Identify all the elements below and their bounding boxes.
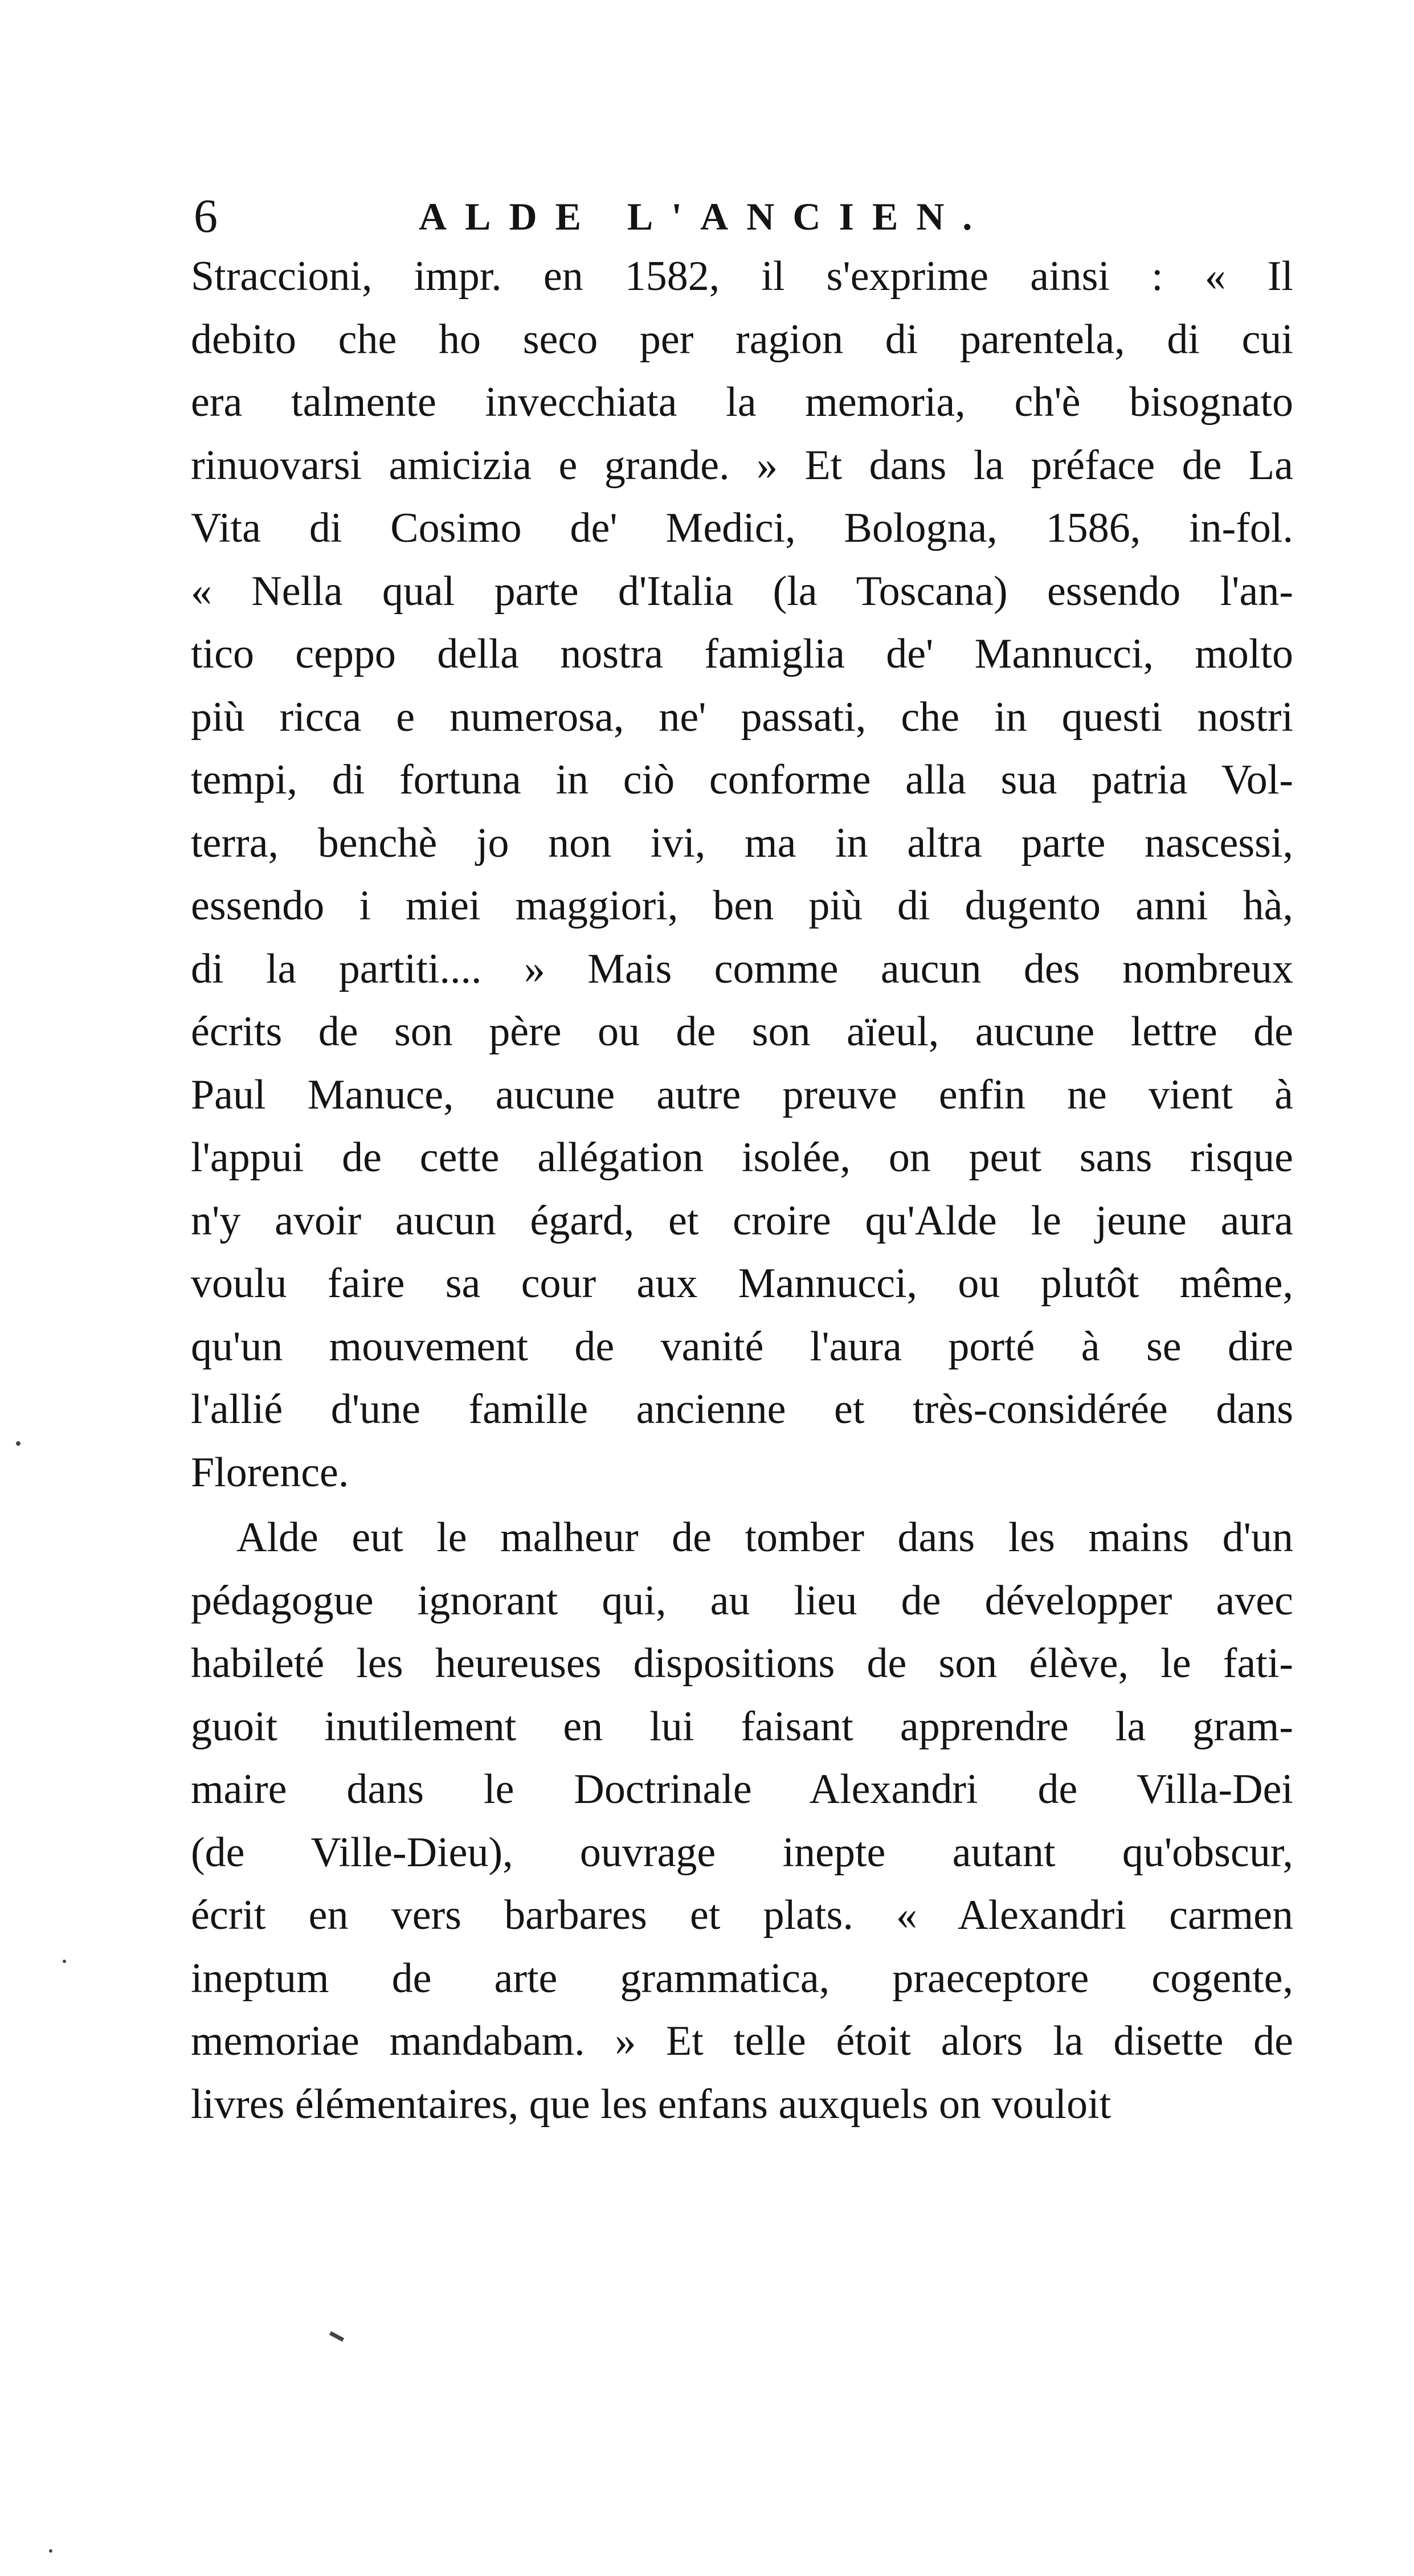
text-line: Straccioni, impr. en 1582, il s'exprime ainsi : « Il [191,253,1293,300]
text-line: livres élémentaires, que les enfans auxquels on vouloit [191,2080,1111,2128]
text-line: qu'un mouvement de vanité l'aura porté à se dire [191,1323,1293,1370]
text-line: debito che ho seco per ragion di parentela, di cui [191,316,1293,363]
text-line: Alde eut le malheur de tomber dans les mains d'un [236,1514,1293,1561]
text-line: tempi, di fortuna in ciò conforme alla sua patria Vol- [191,757,1293,803]
text-line: Florence. [191,1449,349,1496]
text-line: memoriae mandabam. » Et telle étoit alors la disette de [191,2018,1293,2064]
text-line: maire dans le Doctrinale Alexandri de Villa-Dei [191,1766,1293,1813]
text-line: guoit inutilement en lui faisant apprendre la gram- [191,1703,1293,1750]
text-line: n'y avoir aucun égard, et croire qu'Alde le jeune aura [191,1197,1293,1244]
text-line: era talmente invecchiata la memoria, ch'è bisognato [191,379,1293,426]
text-line: écrit en vers barbares et plats. « Alexandri carmen [191,1892,1293,1939]
ink-speck [16,1441,21,1446]
paragraph-1 [191,245,1293,1504]
text-line: voulu faire sa cour aux Mannucci, ou plutôt même, [191,1260,1293,1307]
ink-speck [329,2331,344,2341]
text-line: l'appui de cette allégation isolée, on peut sans risque [191,1134,1293,1181]
paragraph-2 [191,1506,1293,2136]
ink-speck [63,1960,66,1963]
running-title: ALDE L'ANCIEN. [419,195,991,238]
text-line: ineptum de arte grammatica, praeceptore cogente, [191,1955,1293,2002]
page-header [194,185,1288,248]
text-line: l'allié d'une famille ancienne et très-considérée dans [191,1386,1293,1433]
text-line: Vita di Cosimo de' Medici, Bologna, 1586, in-fol. [191,505,1293,551]
text-line: essendo i miei maggiori, ben più di dugento anni hà, [191,882,1293,929]
text-line: « Nella qual parte d'Italia (la Toscana) essendo l'an- [191,567,1293,615]
text-line: pédagogue ignorant qui, au lieu de développer avec [191,1577,1293,1624]
text-line: écrits de son père ou de son aïeul, aucune lettre de [191,1008,1293,1055]
text-line: terra, benchè jo non ivi, ma in altra parte nascessi, [191,819,1293,866]
text-line: tico ceppo della nostra famiglia de' Mannucci, molto [191,631,1293,677]
text-line: di la partiti.... » Mais comme aucun des nombreux [191,945,1293,992]
text-line: Paul Manuce, aucune autre preuve enfin ne vient à [191,1071,1293,1118]
page-number: 6 [194,190,218,243]
text-line: più ricca e numerosa, ne' passati, che in questi nostri [191,693,1293,741]
text-line: (de Ville-Dieu), ouvrage inepte autant qu'obscur, [191,1829,1293,1876]
text-line: habileté les heureuses dispositions de son élève, le fati- [191,1640,1293,1687]
ink-speck [49,2549,52,2553]
body-text [191,245,1293,2136]
text-line: rinuovarsi amicizia e grande. » Et dans la préface de La [191,441,1293,489]
